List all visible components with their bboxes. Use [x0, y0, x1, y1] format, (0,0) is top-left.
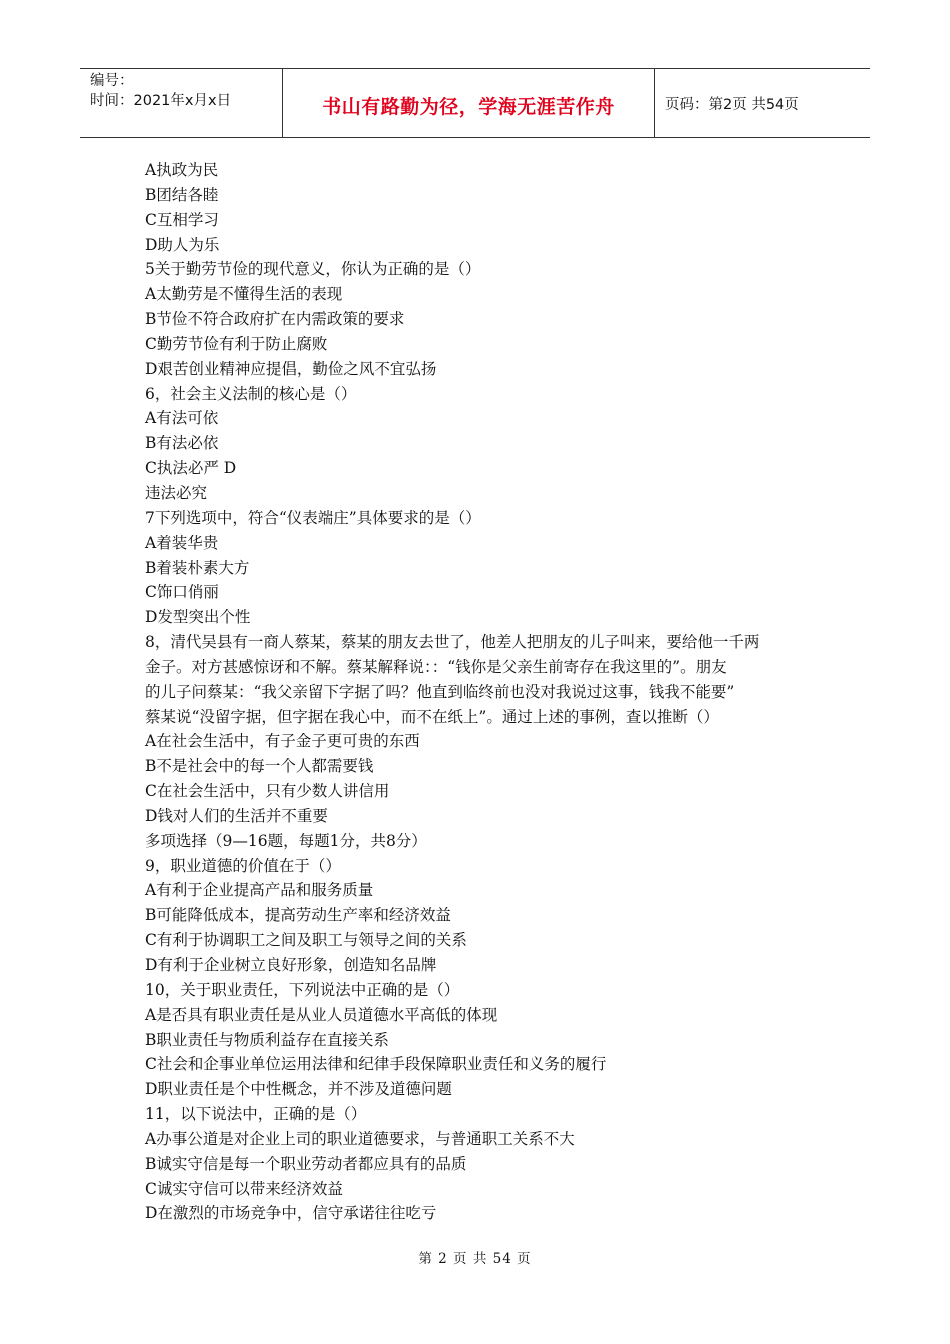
text-line: C有利于协调职工之间及职工与领导之间的关系 — [145, 931, 467, 950]
text-line: 违法必究 — [145, 483, 208, 502]
text-line: C饰口俏丽 — [145, 583, 219, 602]
text-line: B团结各睦 — [145, 185, 219, 204]
text-line: C社会和企事业单位运用法律和纪律手段保障职业责任和义务的履行 — [145, 1055, 607, 1074]
text-line: C诚实守信可以带来经济效益 — [145, 1179, 343, 1198]
text-line: 11，以下说法中，正确的是（） — [145, 1105, 367, 1124]
text-line: D艰苦创业精神应提倡，勤俭之风不宜弘扬 — [145, 359, 437, 378]
text-line: A着装华贵 — [145, 533, 219, 552]
text-line: B诚实守信是每一个职业劳动者都应具有的品质 — [145, 1154, 467, 1173]
text-line: 9，职业道德的价值在于（） — [145, 856, 341, 875]
text-line: A有利于企业提高产品和服务质量 — [145, 881, 374, 900]
document-body — [145, 158, 825, 1226]
header-page-info-cell — [655, 69, 870, 137]
text-line: C执法必严 D — [145, 459, 237, 478]
text-line: 8，清代吴县有一商人蔡某，蔡某的朋友去世了，他差人把朋友的儿子叫来，要给他一千两 — [145, 633, 760, 652]
text-line: A办事公道是对企业上司的职业道德要求，与普通职工关系不大 — [145, 1129, 575, 1148]
text-line: D钱对人们的生活并不重要 — [145, 806, 328, 825]
text-line: 10，关于职业责任，下列说法中正确的是（） — [145, 980, 460, 999]
text-line: D在激烈的市场竞争中，信守承诺往往吃亏 — [145, 1204, 437, 1223]
text-line: C互相学习 — [145, 210, 219, 229]
header-motto: 书山有路勤为径，学海无涯苦作舟 — [322, 95, 615, 118]
text-line: D发型突出个性 — [145, 608, 251, 627]
document-number-label: 编号： — [90, 73, 134, 89]
document-date: 时间：2021年x月x日 — [90, 93, 232, 109]
text-line: 蔡某说“没留字据，但字据在我心中，而不在纸上”。通过上述的事例，查以推断（） — [145, 707, 719, 726]
text-line: D职业责任是个中性概念，并不涉及道德问题 — [145, 1080, 452, 1099]
text-line: D有利于企业树立良好形象，创造知名品牌 — [145, 956, 437, 974]
text-line: A执政为民 — [145, 161, 219, 179]
text-line: A在社会生活中，有子金子更可贵的东西 — [145, 732, 420, 751]
text-line: 5关于勤劳节俭的现代意义，你认为正确的是（） — [145, 260, 481, 279]
text-line: C勤劳节俭有利于防止腐败 — [145, 334, 328, 353]
text-line: B职业责任与物质利益存在直接关系 — [145, 1030, 389, 1049]
text-line: B着装朴素大方 — [145, 558, 250, 577]
text-line: 多项选择（9—16题，每题1分，共8分） — [145, 831, 427, 850]
text-line: B可能降低成本，提高劳动生产率和经济效益 — [145, 906, 451, 925]
page-footer: 第 2 页 共 54 页 — [418, 1251, 532, 1267]
header-meta — [80, 69, 282, 137]
text-line: C在社会生活中，只有少数人讲信用 — [145, 782, 390, 801]
text-line: A是否具有职业责任是从业人员道德水平高低的体现 — [145, 1005, 498, 1024]
text-line: A太勤劳是不懂得生活的表现 — [145, 285, 343, 304]
header-motto-cell — [282, 69, 655, 137]
text-line: 的儿子问蔡某：“我父亲留下字据了吗？他直到临终前也没对我说过这事，钱我不能要” — [145, 682, 735, 701]
text-line: 6，社会主义法制的核心是（） — [145, 384, 357, 403]
text-line: A有法可依 — [145, 409, 219, 428]
header-page-info: 页码：第2页 共54页 — [665, 96, 799, 113]
text-line: D助人为乐 — [145, 235, 220, 254]
text-line: B节俭不符合政府扩在内需政策的要求 — [145, 310, 405, 329]
text-line: 金子。对方甚感惊讶和不解。蔡某解释说：：“钱你是父亲生前寄存在我这里的”。朋友 — [145, 657, 727, 676]
page-header — [80, 68, 870, 138]
text-line: B有法必依 — [145, 434, 219, 453]
text-line: 7下列选项中，符合“仪表端庄”具体要求的是（） — [145, 508, 481, 527]
text-line: B不是社会中的每一个人都需要钱 — [145, 757, 374, 776]
